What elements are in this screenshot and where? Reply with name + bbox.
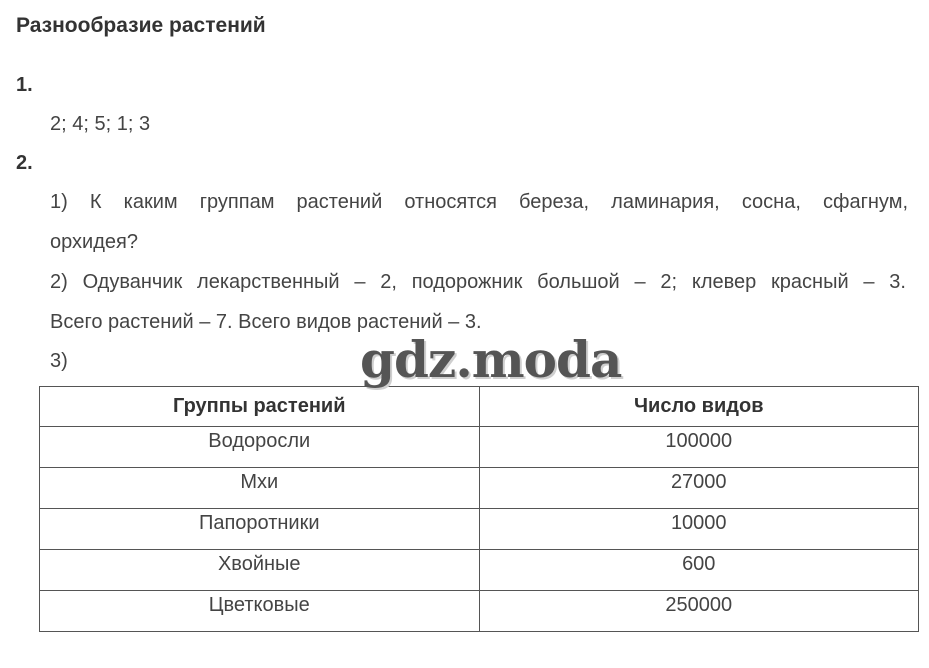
task-1-number: 1. <box>16 74 33 96</box>
cell-count: 100000 <box>479 427 919 468</box>
word: большой <box>537 271 620 293</box>
word: – <box>634 271 646 293</box>
cell-count: 10000 <box>479 509 919 550</box>
word: ламинария, <box>611 191 720 213</box>
cell-group: Папоротники <box>40 509 480 550</box>
task-1-answer: 2; 4; 5; 1; 3 <box>50 113 151 135</box>
table-row <box>40 468 919 509</box>
word: – <box>354 271 366 293</box>
task-2-question-2 <box>50 271 906 294</box>
word: относятся <box>404 191 497 213</box>
word: клевер <box>691 271 757 293</box>
cell-group: Мхи <box>40 468 480 509</box>
table-row <box>40 591 919 632</box>
task-2-question-2-continuation: Всего растений – 7. Всего видов растений – 3. <box>50 311 482 333</box>
word: береза, <box>519 191 590 213</box>
word: сфагнум, <box>823 191 908 213</box>
word: 2, <box>380 271 397 293</box>
word: группам <box>199 191 275 213</box>
word: лекарственный <box>197 271 340 293</box>
cell-group: Цветковые <box>40 591 480 632</box>
watermark-logo: gdz.moda <box>360 330 622 389</box>
cell-group: Водоросли <box>40 427 480 468</box>
task-2-question-1-continuation: орхидея? <box>50 231 138 253</box>
page-title: Разнообразие растений <box>16 14 266 37</box>
word: растений <box>296 191 383 213</box>
table-header-row <box>40 387 919 427</box>
column-header-species-count: Число видов <box>479 387 919 427</box>
word: каким <box>123 191 178 213</box>
table-row <box>40 427 919 468</box>
table-row <box>40 509 919 550</box>
word: К <box>89 191 102 213</box>
word: Одуванчик <box>82 271 183 293</box>
task-2-number: 2. <box>16 152 33 174</box>
cell-count: 250000 <box>479 591 919 632</box>
word: – <box>863 271 875 293</box>
word: 2; <box>660 271 678 293</box>
word: 3. <box>889 271 906 293</box>
word: подорожник <box>411 271 523 293</box>
plant-groups-table <box>39 386 919 632</box>
word: красный <box>771 271 849 293</box>
task-2-question-1 <box>50 191 908 214</box>
cell-group: Хвойные <box>40 550 480 591</box>
task-2-question-3-label: 3) <box>50 350 68 372</box>
cell-count: 27000 <box>479 468 919 509</box>
word: 2) <box>50 271 68 293</box>
column-header-groups: Группы растений <box>40 387 480 427</box>
cell-count: 600 <box>479 550 919 591</box>
table-row <box>40 550 919 591</box>
word: сосна, <box>741 191 801 213</box>
word: 1) <box>50 191 68 213</box>
